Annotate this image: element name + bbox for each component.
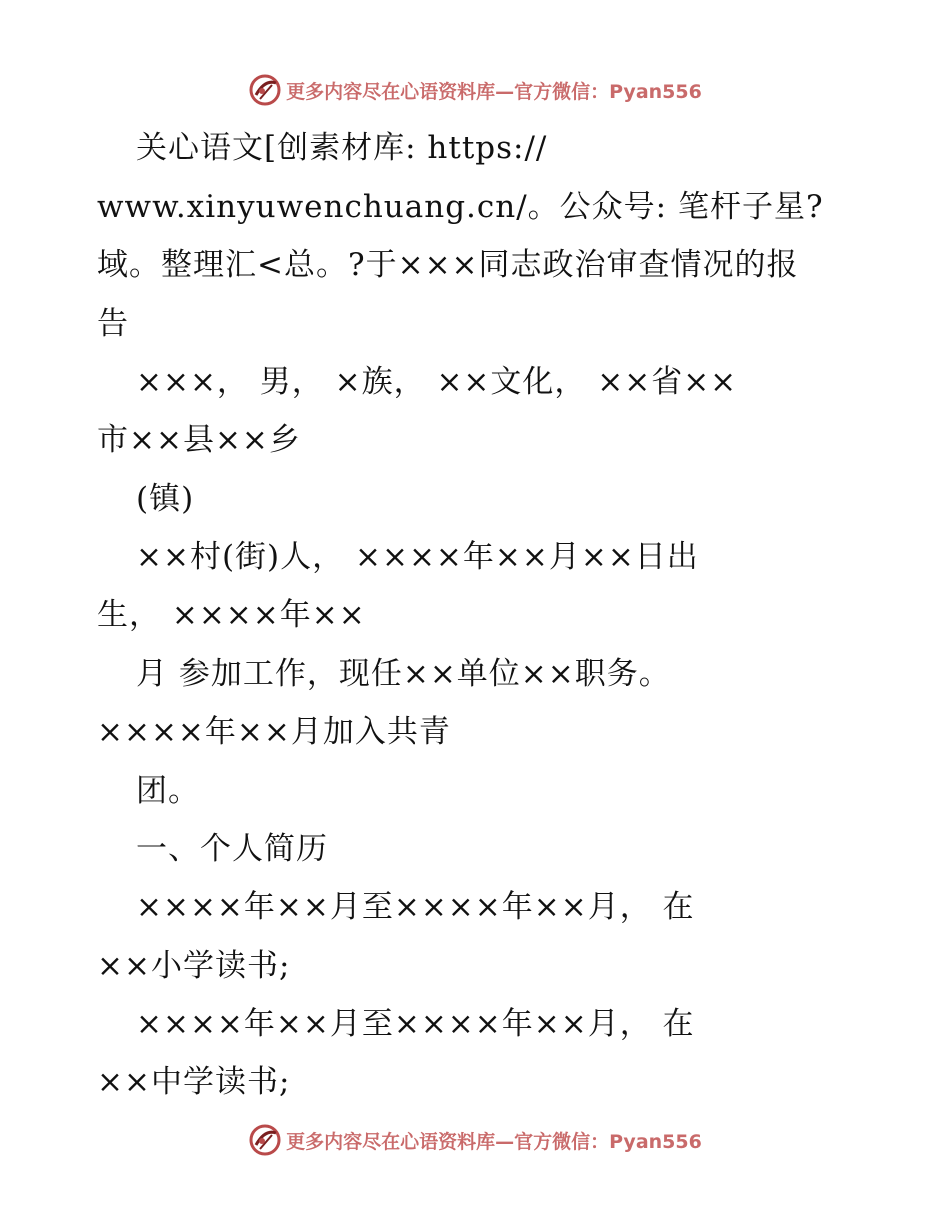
- text-line: 市××县××乡: [97, 422, 301, 458]
- text-line: ××中学读书;: [97, 1064, 291, 1100]
- banner-text: 更多内容尽在心语资料库—官方微信：Pyan556: [286, 1130, 702, 1153]
- brand-logo-icon: [248, 1123, 282, 1157]
- section-heading: 一、个人简历: [136, 831, 328, 867]
- text-line: ××小学读书;: [97, 948, 291, 984]
- text-line: 生， ××××年××: [97, 597, 366, 633]
- footer-watermark-banner: [0, 1120, 950, 1160]
- text-line: 告: [97, 306, 129, 342]
- text-line: (镇): [136, 481, 195, 517]
- text-line: 月 参加工作，现任××单位××职务。: [136, 656, 671, 692]
- text-line: ××××年××月至××××年××月， 在: [136, 889, 695, 925]
- text-line: www.xinyuwenchuang.cn/。公众号: 笔杆子星?: [97, 189, 824, 225]
- text-line: 团。: [136, 773, 200, 809]
- text-line: 域。整理汇<总。?于×××同志政治审查情况的报: [97, 247, 799, 283]
- banner-text: 更多内容尽在心语资料库—官方微信：Pyan556: [286, 80, 702, 103]
- text-line: 关心语文[创素材库: https://: [136, 130, 548, 166]
- brand-logo-icon: [248, 73, 282, 107]
- text-line: ×××， 男， ×族， ××文化， ××省××: [136, 364, 738, 400]
- text-line: ××村(街)人， ××××年××月××日出: [136, 539, 699, 575]
- text-line: ××××年××月至××××年××月， 在: [136, 1006, 695, 1042]
- text-line: ××××年××月加入共青: [97, 714, 451, 750]
- header-watermark-banner: [0, 70, 950, 110]
